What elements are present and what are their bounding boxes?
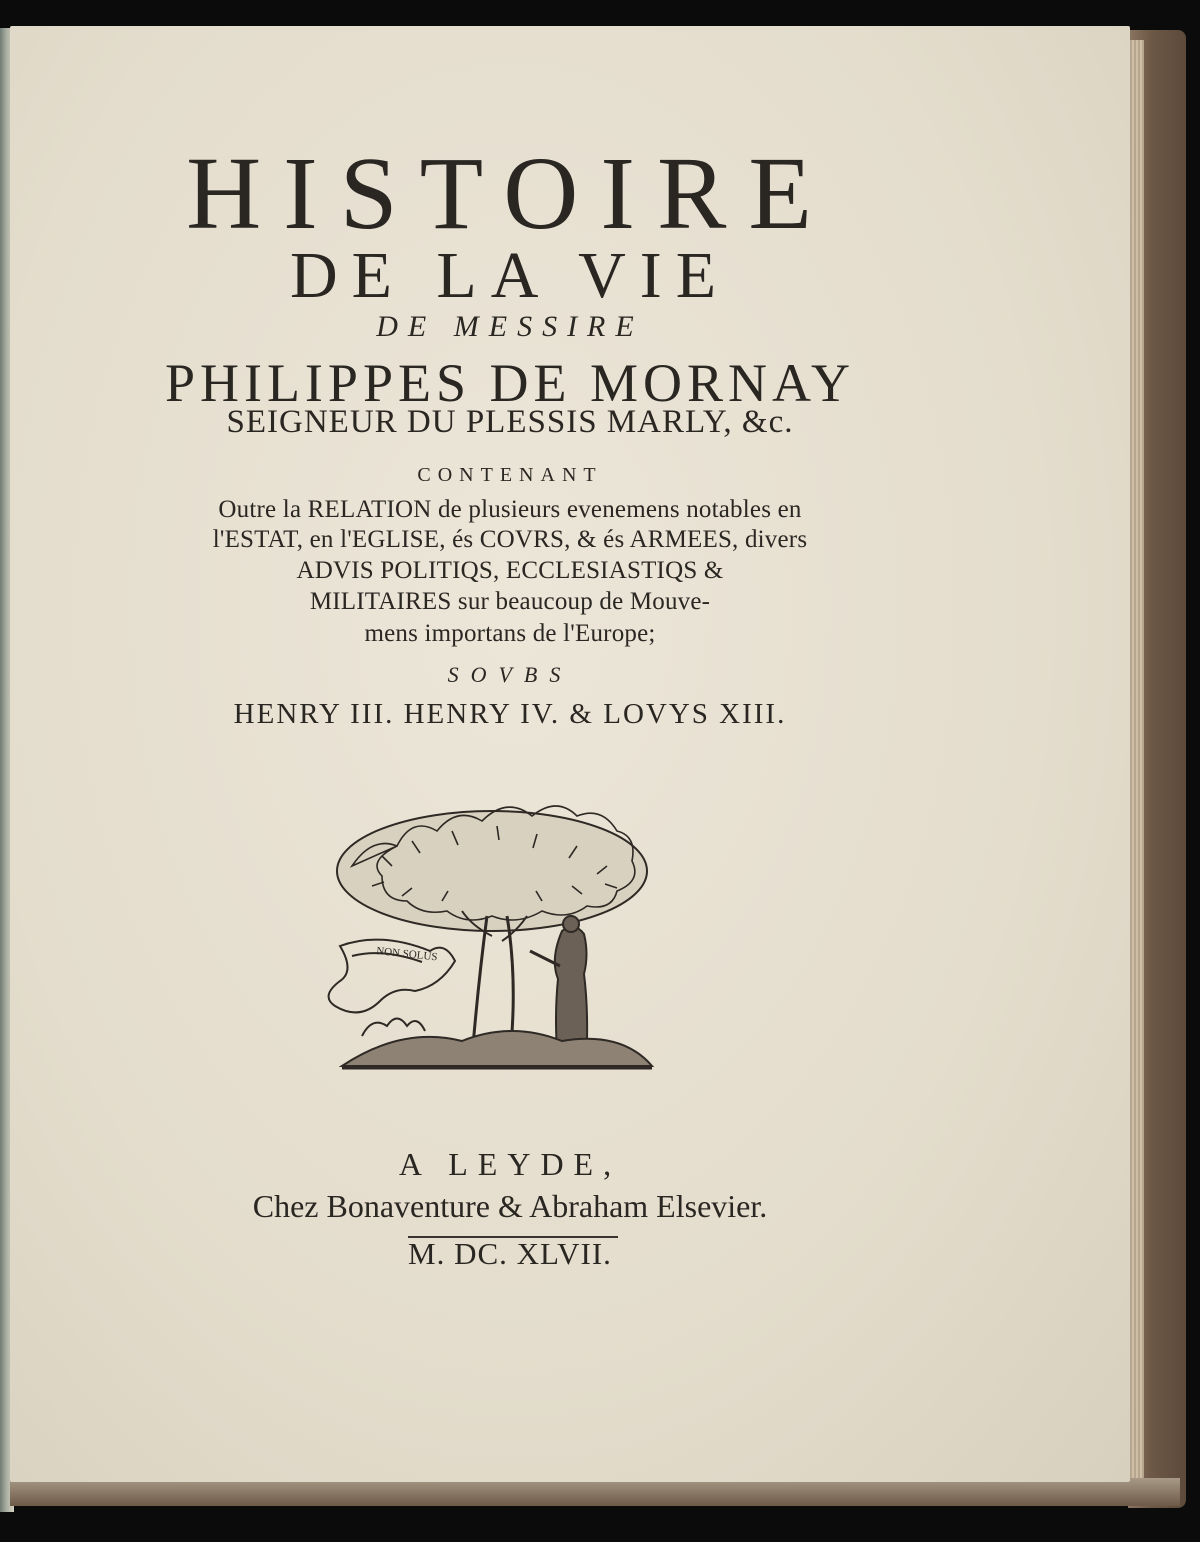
- sous-heading: SOVBS: [447, 662, 573, 687]
- contents-line: mens importans de l'Europe;: [364, 620, 656, 647]
- title-line-seigneur: SEIGNEUR DU PLESSIS MARLY, &c.: [226, 404, 794, 440]
- title-line-name: PHILIPPES DE MORNAY: [164, 353, 856, 413]
- contents-line: MILITAIRES sur beaucoup de Mouve-: [309, 588, 711, 615]
- contents-line: ADVIS POLITIQS, ECCLESIASTIQS &: [296, 557, 724, 584]
- kings-line: HENRY III. HENRY IV. & LOVYS XIII.: [233, 698, 787, 730]
- contents-heading: CONTENANT: [417, 464, 603, 486]
- printer-device-motto: NON SOLUS: [375, 945, 439, 964]
- title-page: [10, 26, 1130, 1482]
- place-line: A LEYDE,: [398, 1146, 622, 1182]
- printer-line: Chez Bonaventure & Abraham Elsevier.: [252, 1188, 768, 1224]
- title-line-de-la-vie: DE LA VIE: [289, 239, 731, 312]
- title-line-de-messire: DE MESSIRE: [376, 310, 644, 343]
- book-cover-bottom: [10, 1478, 1180, 1506]
- printer-device-woodcut: [322, 796, 668, 1082]
- contents-line: Outre la RELATION de plusieurs evenemens notables en: [218, 496, 802, 523]
- contents-line: l'ESTAT, en l'EGLISE, és COVRS, & és ARMEES, divers: [212, 526, 808, 553]
- year-line: M. DC. XLVII.: [408, 1236, 612, 1271]
- title-line-histoire: HISTOIRE: [186, 136, 834, 251]
